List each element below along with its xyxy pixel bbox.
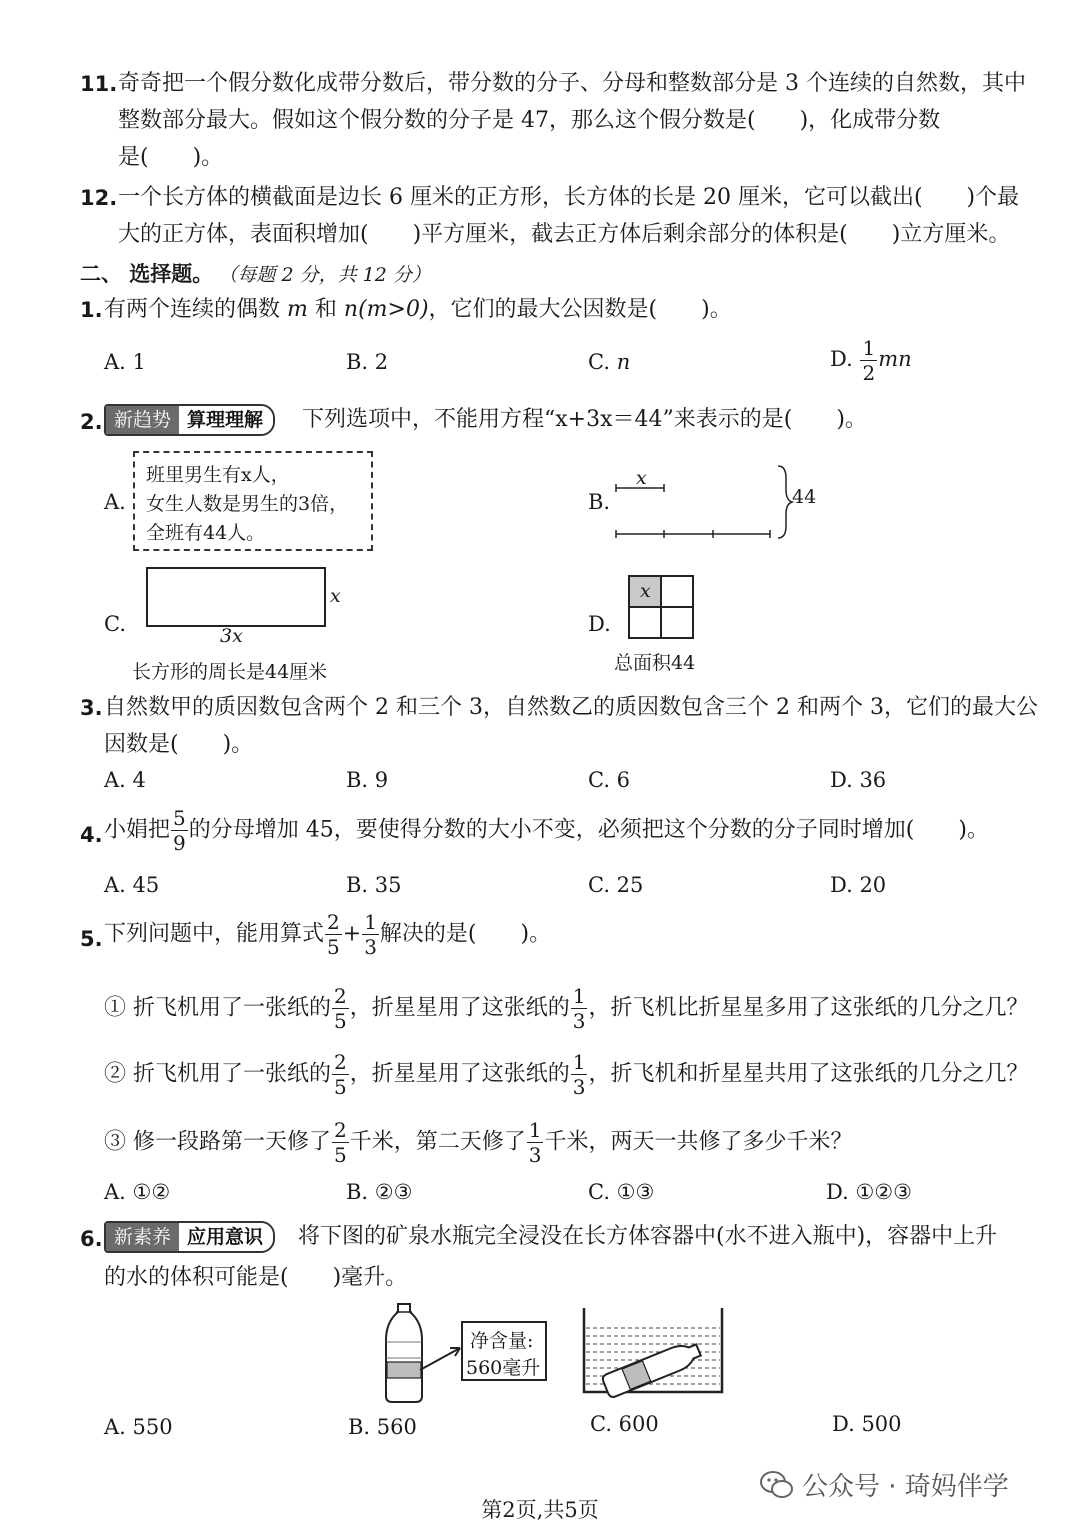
caption: 总面积44 [614,652,696,674]
question-text: 奇奇把一个假分数化成带分数后，带分数的分子、分母和整数部分是 3 个连续的自然数，其中 [118,71,1026,96]
option-a[interactable]: A. 45 [104,873,160,897]
label-text: 560毫升 [466,1357,541,1379]
problem-item: ③ 修一段路第一天修了 $\frac{2}{5}$ 千米，第二天修了 $\frac{1}{3}$ 千米，两天一共修了多少千米？ [104,1118,853,1167]
cell-label: x [640,580,651,602]
option-b[interactable]: B. [588,490,611,514]
segment-label: x [636,467,647,489]
option-c[interactable]: C. 25 [588,873,644,897]
caption: 长方形的周长是44厘米 [132,661,328,683]
question-text: 下列选项中，不能用方程“x+3x＝44”来表示的是( )。 [302,407,867,432]
option-d[interactable]: D. 20 [830,873,887,897]
question-number: 5. [80,927,103,951]
question-text: 一个长方体的横截面是边长 6 厘米的正方形，长方体的长是 20 厘米，它可以截出( )个最 [118,185,1020,210]
grid-square [628,575,696,641]
option-b[interactable]: B. ②③ [346,1180,413,1204]
option-c[interactable]: C. 600 [590,1412,659,1436]
box-line: 全班有44人。 [146,522,266,544]
section-title: 二、 选择题。 [80,262,214,286]
question-text: 是( )。 [118,145,224,170]
question-text: 整数部分最大。假如这个假分数的分子是 47，那么这个假分数是( )，化成带分数 [118,108,941,133]
question-text: 大的正方体，表面积增加( )平方厘米，截去正方体后剩余部分的体积是( )立方厘米。 [118,222,1011,247]
question-text: 自然数甲的质因数包含两个 2 和三个 3，自然数乙的质因数包含三个 2 和两个 3，它们的最大公 [104,695,1038,720]
option-a[interactable]: A. 1 [104,350,146,374]
side-label: x [330,585,341,607]
problem-item: ① 折飞机用了一张纸的 $\frac{2}{5}$ ，折星星用了这张纸的 $\frac{1}{3}$ ，折飞机比折星星多用了这张纸的几分之几？ [104,984,1029,1033]
option-c[interactable]: C. [104,612,126,636]
question-number: 2. [80,410,103,434]
option-a[interactable]: A. ①② [104,1180,171,1204]
bottle-illustration [372,1300,732,1405]
question-text: 因数是( )。 [104,732,254,757]
tag-badge: 新素养 应用意识 [104,1221,275,1253]
option-a[interactable]: A. [104,490,126,514]
box-line: 女生人数是男生的3倍， [146,493,349,515]
question-text: 下列问题中，能用算式 $\frac{2}{5}$ + $\frac{1}{3}$ 解决的是( )。 [104,910,552,959]
option-b[interactable]: B. 2 [346,350,389,374]
question-text: 的水的体积可能是( )毫升。 [104,1265,408,1290]
watermark: 公众号 · 琦妈伴学 [760,1466,1009,1503]
total-label: 44 [792,486,817,508]
option-c[interactable]: C. 6 [588,768,631,792]
bottom-label: 3x [220,625,243,647]
option-c[interactable]: C. n [588,350,631,374]
option-d[interactable]: D. $\frac{1}{2}$ mn [830,336,912,385]
label-text: 净含量: [470,1330,534,1352]
option-d[interactable]: D. 500 [832,1412,902,1436]
question-number: 12. [80,186,118,210]
question-number: 6. [80,1227,103,1251]
option-d[interactable]: D. [588,612,611,636]
option-a[interactable]: A. 4 [104,768,146,792]
question-number: 4. [80,823,103,847]
question-number: 3. [80,696,103,720]
section-note: （每题 2 分，共 12 分） [218,264,431,286]
option-a[interactable]: A. 550 [104,1415,173,1439]
question-text: 小娟把 $\frac{5}{9}$ 的分母增加 45，要使得分数的大小不变，必须把这个分数的分子同时增加( )。 [104,806,989,855]
rectangle-shape [146,567,326,627]
box-line: 班里男生有x人， [146,464,290,486]
option-b[interactable]: B. 9 [346,768,389,792]
section-heading [80,258,431,288]
page-footer: 第2页,共5页 [481,1498,599,1522]
option-b[interactable]: B. 35 [346,873,402,897]
option-c[interactable]: C. ①③ [588,1180,655,1204]
option-d[interactable]: D. ①②③ [826,1180,912,1204]
question-text: 将下图的矿泉水瓶完全浸没在长方体容器中(水不进入瓶中)，容器中上升 [298,1224,998,1249]
option-b[interactable]: B. 560 [348,1415,417,1439]
problem-item: ② 折飞机用了一张纸的 $\frac{2}{5}$ ，折星星用了这张纸的 $\frac{1}{3}$ ，折飞机和折星星共用了这张纸的几分之几？ [104,1050,1029,1099]
question-number: 1. [80,298,103,322]
question-text: 有两个连续的偶数 m 和 n(m>0)，它们的最大公因数是( )。 [104,297,732,322]
question-number: 11. [80,72,118,96]
tag-badge: 新趋势 算理理解 [104,404,275,436]
option-d[interactable]: D. 36 [830,768,887,792]
